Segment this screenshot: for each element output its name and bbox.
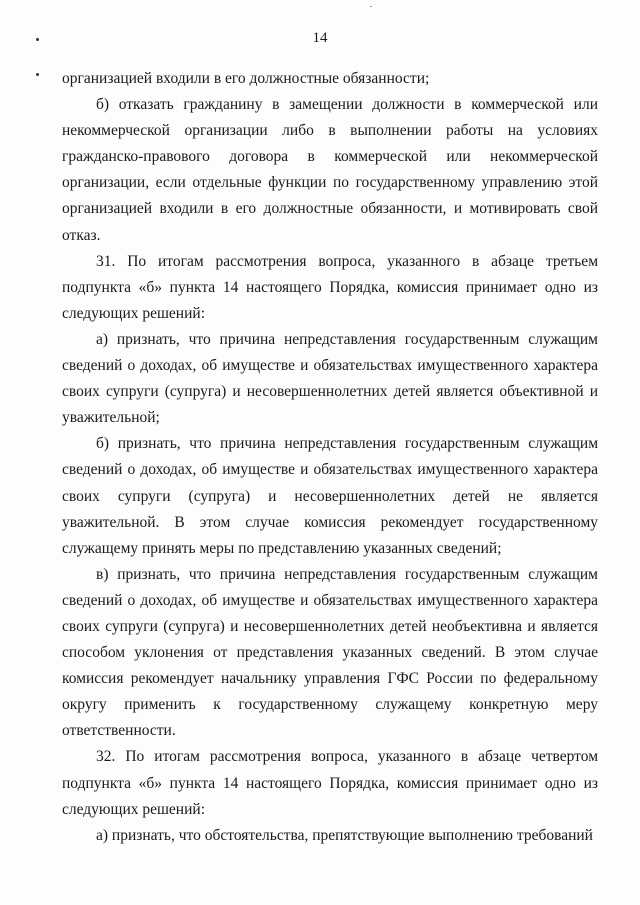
paragraph: б) признать, что причина непредставления государственным служащим сведений о доходах, об имуществе и обязательствах имущественного характера своих супруги (супруга) и несовершеннолетних детей не является уважительной. В этом случае комиссия рекомендует государственному служащему принять меры по представлению указанных сведений; <box>62 435 598 557</box>
document-body <box>62 66 598 849</box>
paragraph: а) признать, что причина непредставления государственным служащим сведений о доходах, об имуществе и обязательствах имущественного характера своих супруги (супруга) и несовершеннолетних детей является объективной и уважительной; <box>62 330 598 427</box>
paragraph: в) признать, что причина непредставления государственным служащим сведений о доходах, об имуществе и обязательствах имущественного характера своих супруги (супруга) и несовершеннолетних детей необъективна и является способом уклонения от представления указанных сведений. В этом случае комиссия рекомендует начальнику управления ГФС России по федеральному округу применить к государственному служащему конкретную меру ответственности. <box>62 565 598 740</box>
paragraph: б) отказать гражданину в замещении должности в коммерческой или некоммерческой организации либо в выполнении работы на условиях гражданско-правового договора в коммерческой или некоммерческой организации, если отдельные функции по государственному управлению этой организацией входили в его должностные обязанности, и мотивировать свой отказ. <box>62 96 598 244</box>
page-number: 14 <box>312 30 328 46</box>
paragraph: 32. По итогам рассмотрения вопроса, указанного в абзаце четвертом подпункта «б» пункта 14 настоящего Порядка, комиссия принимает одно из следующих решений: <box>62 748 598 818</box>
paragraph: организацией входили в его должностные обязанности; <box>62 70 430 87</box>
scan-speck <box>36 73 39 76</box>
scan-speck <box>370 6 372 7</box>
paragraph: 31. По итогам рассмотрения вопроса, указанного в абзаце третьем подпункта «б» пункта 14 настоящего Порядка, комиссия принимает одно из следующих решений: <box>62 252 598 322</box>
paragraph: а) признать, что обстоятельства, препятствующие выполнению требований <box>96 826 593 844</box>
